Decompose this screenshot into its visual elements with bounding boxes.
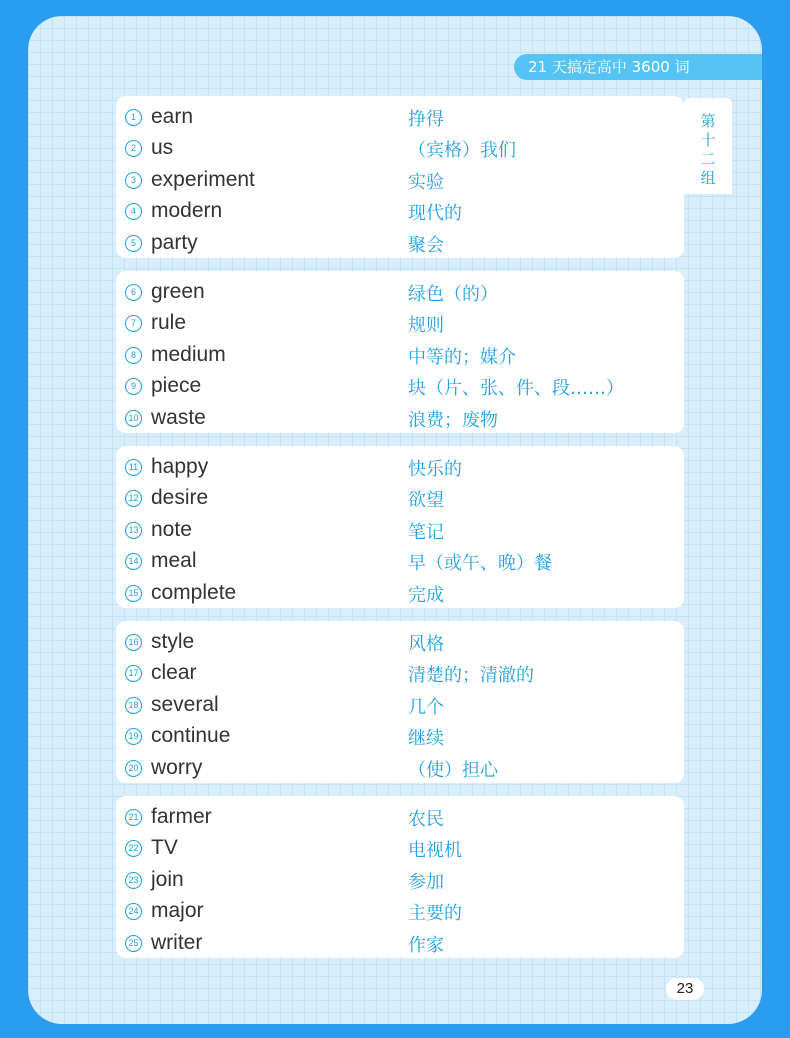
- english-word: rule: [151, 311, 187, 335]
- word-group-card: [116, 96, 684, 258]
- vocab-entry: [116, 927, 684, 958]
- chinese-meaning: 聚会: [408, 234, 444, 256]
- vocab-entry: [116, 689, 684, 720]
- vocab-entry: [116, 752, 684, 783]
- english-word: continue: [151, 724, 231, 748]
- book-title-ribbon: 21 天搞定高中 3600 词: [514, 54, 762, 80]
- group-tab-char: 组: [700, 169, 716, 187]
- entry-number: 25: [125, 935, 142, 952]
- entry-number: 19: [125, 728, 142, 745]
- vocab-entry: [116, 720, 684, 751]
- entry-number: 23: [125, 872, 142, 889]
- english-word: worry: [151, 755, 203, 779]
- chinese-meaning: 农民: [408, 809, 444, 830]
- vocab-entry: [116, 132, 684, 163]
- vocab-entry: [116, 864, 684, 895]
- vocabulary-page: [28, 16, 762, 1024]
- english-word: TV: [151, 836, 178, 860]
- vocab-entry: [116, 801, 684, 832]
- chinese-meaning: 风格: [408, 634, 444, 655]
- entry-number: 12: [125, 490, 142, 507]
- entry-number: 15: [125, 585, 142, 602]
- entry-number: 2: [125, 140, 142, 157]
- english-word: several: [151, 692, 219, 716]
- entry-number: 17: [125, 665, 142, 682]
- entry-number: 24: [125, 903, 142, 920]
- chinese-meaning: 块（片、张、件、段……）: [408, 378, 624, 400]
- group-tab-char: 第: [700, 112, 716, 130]
- vocab-entry: [116, 832, 684, 863]
- vocab-entry: [116, 276, 684, 307]
- entry-number: 20: [125, 760, 142, 777]
- entry-number: 3: [125, 172, 142, 189]
- chinese-meaning: 清楚的；清澈的: [408, 665, 534, 687]
- entry-number: 4: [125, 203, 142, 220]
- vocab-entry: [116, 370, 684, 401]
- chinese-meaning: 绿色（的）: [408, 284, 498, 305]
- chinese-meaning: 欲望: [408, 490, 444, 512]
- english-word: desire: [151, 486, 209, 510]
- word-group-card: [116, 621, 684, 783]
- group-tab-char: 十: [700, 131, 716, 149]
- english-word: medium: [151, 342, 226, 366]
- english-word: meal: [151, 549, 197, 573]
- vocab-entry: [116, 402, 684, 433]
- vocab-entry: [116, 339, 684, 370]
- english-word: party: [151, 230, 198, 254]
- entry-number: 5: [125, 235, 142, 252]
- entry-number: 16: [125, 634, 142, 651]
- english-word: major: [151, 899, 204, 923]
- entry-number: 14: [125, 553, 142, 570]
- vocab-entry: [116, 101, 684, 132]
- chinese-meaning: 主要的: [408, 903, 462, 925]
- vocab-entry: [116, 195, 684, 226]
- english-word: farmer: [151, 805, 212, 828]
- chinese-meaning: 早（或午、晚）餐: [408, 553, 552, 575]
- chinese-meaning: 参加: [408, 871, 444, 893]
- english-word: happy: [151, 455, 209, 478]
- chinese-meaning: 规则: [408, 315, 444, 337]
- entry-number: 7: [125, 315, 142, 332]
- english-word: complete: [151, 580, 237, 604]
- vocab-entry: [116, 895, 684, 926]
- entry-number: 18: [125, 697, 142, 714]
- chinese-meaning: （使）担心: [408, 759, 498, 781]
- entry-number: 6: [125, 284, 142, 301]
- entry-number: 13: [125, 522, 142, 539]
- entry-number: 21: [125, 809, 142, 826]
- english-word: green: [151, 280, 205, 303]
- chinese-meaning: 挣得: [408, 109, 444, 130]
- chinese-meaning: （宾格）我们: [408, 140, 516, 162]
- chinese-meaning: 电视机: [408, 840, 462, 862]
- english-word: clear: [151, 661, 197, 685]
- english-word: piece: [151, 374, 202, 398]
- english-word: note: [151, 517, 192, 541]
- chinese-meaning: 中等的；媒介: [408, 346, 516, 368]
- chinese-meaning: 实验: [408, 171, 444, 193]
- entry-number: 1: [125, 109, 142, 126]
- vocab-entry: [116, 514, 684, 545]
- vocab-entry: [116, 451, 684, 482]
- chinese-meaning: 现代的: [408, 203, 462, 225]
- vocab-entry: [116, 545, 684, 576]
- vocab-entry: [116, 227, 684, 258]
- english-word: modern: [151, 199, 223, 223]
- group-tab: [684, 98, 732, 194]
- english-word: join: [151, 867, 184, 891]
- entry-number: 9: [125, 378, 142, 395]
- entry-number: 22: [125, 840, 142, 857]
- page-number: 23: [666, 978, 704, 1000]
- chinese-meaning: 完成: [408, 584, 444, 606]
- entry-number: 8: [125, 347, 142, 364]
- word-group-card: [116, 446, 684, 608]
- entry-number: 10: [125, 410, 142, 427]
- vocab-entry: [116, 577, 684, 608]
- english-word: earn: [151, 105, 194, 128]
- vocab-entry: [116, 626, 684, 657]
- vocab-entry: [116, 164, 684, 195]
- vocab-entry: [116, 482, 684, 513]
- english-word: us: [151, 136, 174, 160]
- vocab-entry: [116, 307, 684, 338]
- entry-number: 11: [125, 459, 142, 476]
- english-word: writer: [151, 930, 203, 954]
- chinese-meaning: 浪费；废物: [408, 409, 498, 431]
- group-tab-char: 二: [700, 150, 716, 168]
- english-word: experiment: [151, 167, 255, 191]
- chinese-meaning: 作家: [408, 934, 444, 956]
- word-group-card: [116, 796, 684, 958]
- chinese-meaning: 笔记: [408, 521, 444, 543]
- vocab-entry: [116, 657, 684, 688]
- english-word: style: [151, 630, 195, 653]
- chinese-meaning: 几个: [408, 696, 444, 718]
- chinese-meaning: 快乐的: [408, 459, 462, 480]
- word-group-card: [116, 271, 684, 433]
- chinese-meaning: 继续: [408, 728, 444, 750]
- english-word: waste: [151, 405, 206, 429]
